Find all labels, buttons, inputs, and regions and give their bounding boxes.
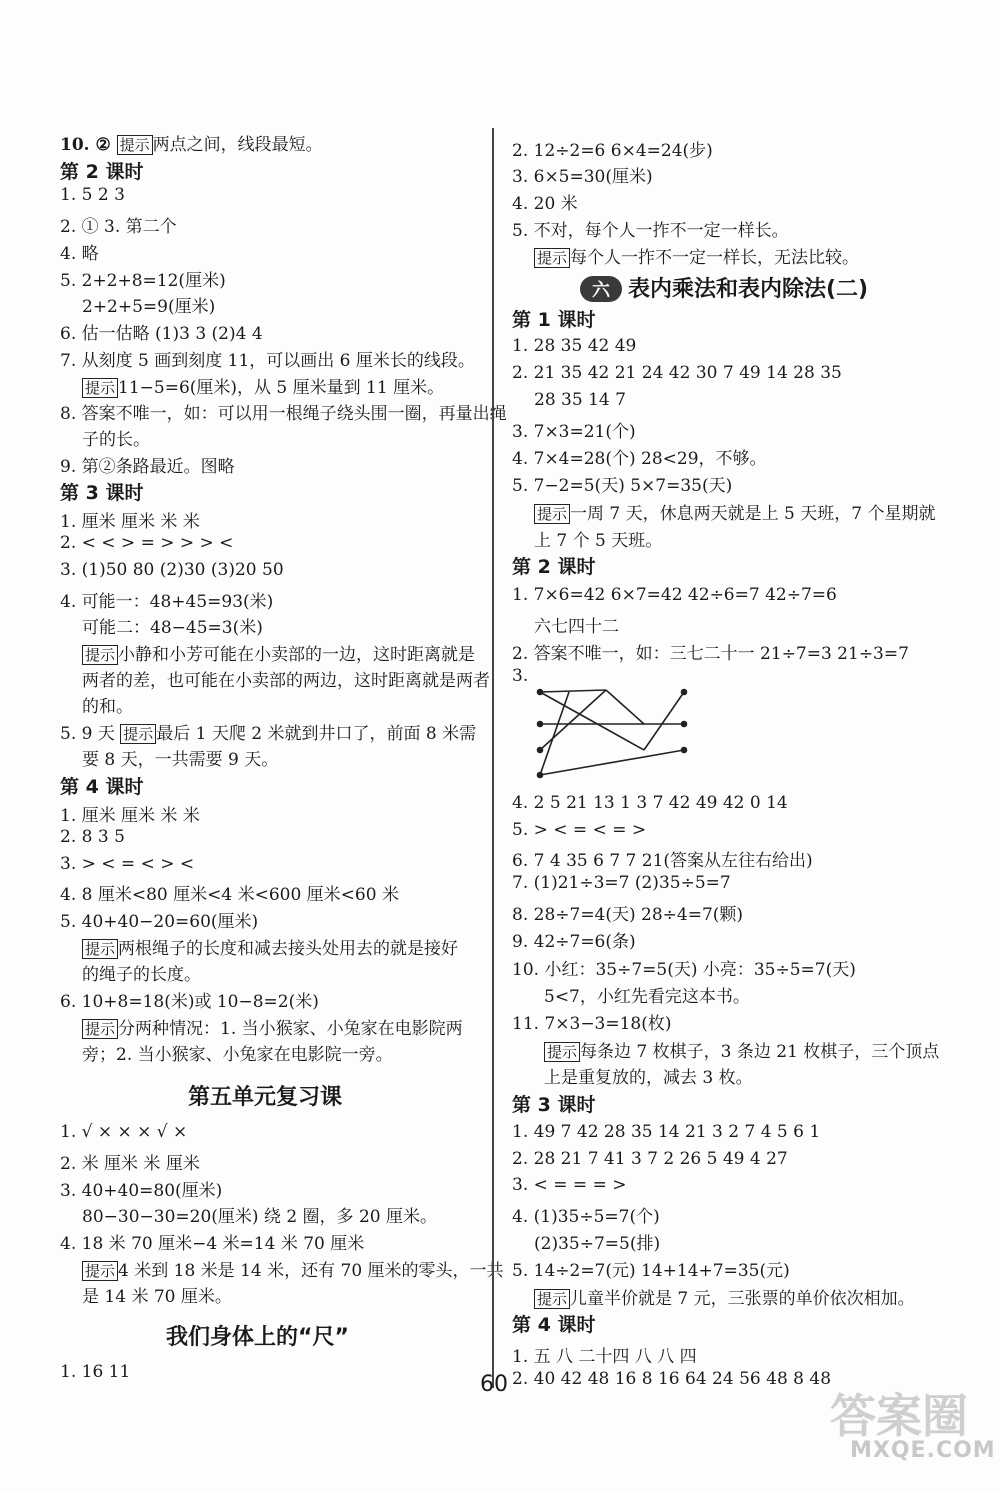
match-dot — [682, 690, 687, 695]
answer-line: 9. 第②条路最近。图略 — [60, 457, 235, 477]
section-heading: 第 1 课时 — [512, 309, 596, 331]
answer-line: 3. (1)50 80 (2)30 (3)20 50 — [60, 560, 284, 580]
hint-line: 提示 一周 7 天，休息两天就是上 5 天班，7 个星期就 — [534, 499, 935, 524]
watermark-logo: 答案圈 — [830, 1389, 968, 1443]
answer-line: 子的长。 — [82, 430, 150, 450]
answer-line: 9. 42÷7=6(条) — [512, 932, 636, 952]
review-title: 第五单元复习课 — [188, 1085, 343, 1110]
answer-line: 1. 五 八 二十四 八 八 四 — [512, 1347, 697, 1367]
hint-line: 上是重复放的，减去 3 枚。 — [544, 1068, 753, 1088]
answer-line: 2. ① 3. 第二个 — [60, 217, 177, 237]
hint-line: 提示 小静和小芳可能在小卖部的一边，这时距离就是 — [82, 640, 475, 665]
match-dot — [538, 690, 543, 695]
match-line — [540, 692, 644, 750]
answer-line: 1. 5 2 3 — [60, 185, 125, 205]
answer-line: 2. 答案不唯一，如：三七二十一 21÷7=3 21÷3=7 — [512, 644, 909, 664]
answer-line: 2. 8 3 5 — [60, 827, 125, 847]
answer-line: 80−30−30=20(厘米) 绕 2 圈，多 20 厘米。 — [82, 1207, 437, 1227]
answer-line: 六七四十二 — [534, 617, 619, 637]
hint-line: 提示 11−5=6(厘米)，从 5 厘米量到 11 厘米。 — [82, 373, 444, 398]
section-heading: 第 2 课时 — [60, 161, 144, 183]
section-heading: 第 2 课时 — [512, 556, 596, 578]
section-heading: 第 4 课时 — [60, 776, 144, 798]
answer-line: 4. 7×4=28(个) 28<29，不够。 — [512, 449, 767, 469]
match-line — [540, 690, 606, 692]
answer-line: 3. — [512, 666, 529, 686]
answer-line: 1. 49 7 42 28 35 14 21 3 2 7 4 5 6 1 — [512, 1122, 821, 1142]
answer-line: 4. 20 米 — [512, 194, 578, 214]
match-line — [540, 750, 684, 775]
section-heading: 第 3 课时 — [60, 482, 144, 504]
answer-line: 3. < = = = > — [512, 1175, 627, 1195]
answer-line: 28 35 14 7 — [534, 390, 626, 410]
section-heading: 第 3 课时 — [512, 1094, 596, 1116]
answer-line: 4. 8 厘米<80 厘米<4 米<600 厘米<60 米 — [60, 885, 399, 905]
answer-line: 4. 18 米 70 厘米−4 米=14 米 70 厘米 — [60, 1234, 365, 1254]
hint-line: 两者的差，也可能在小卖部的两边，这时距离就是两者 — [82, 671, 490, 691]
answer-line: 10. 小红：35÷7=5(天) 小亮：35÷5=7(天) — [512, 960, 856, 980]
answer-line: 5. 不对，每个人一拃不一定一样长。 — [512, 221, 789, 241]
answer-line: 1. 28 35 42 49 — [512, 336, 637, 356]
answer-line: 3. 6×5=30(厘米) — [512, 167, 653, 187]
match-dot — [538, 748, 543, 753]
answer-line: 2. 12÷2=6 6×4=24(步) — [512, 141, 713, 161]
answer-line: 2. 28 21 7 41 3 7 2 26 5 49 4 27 — [512, 1149, 788, 1169]
hint-line: 的绳子的长度。 — [82, 965, 201, 985]
answer-line: 5. 9 天 提示 最后 1 天爬 2 米就到井口了，前面 8 米需 — [60, 724, 477, 744]
hint-tag: 提示 — [534, 504, 570, 524]
hint-line: 提示 每个人一拃不一定一样长，无法比较。 — [534, 243, 859, 268]
answer-line: 4. 略 — [60, 244, 99, 264]
hint-line: 旁；2. 当小猴家、小兔家在电影院一旁。 — [82, 1045, 393, 1065]
hint-line: 是 14 米 70 厘米。 — [82, 1287, 232, 1307]
answer-line: 5<7，小红先看完这本书。 — [544, 987, 750, 1007]
answer-line: 5. 7−2=5(天) 5×7=35(天) — [512, 476, 733, 496]
answer-line: 10. ② 提示 两点之间，线段最短。 — [60, 135, 323, 155]
watermark-url: MXQE.COM — [850, 1438, 996, 1463]
hint-line: 提示 分两种情况：1. 当小猴家、小兔家在电影院两 — [82, 1014, 463, 1039]
match-line — [644, 692, 684, 750]
hint-tag: 提示 — [82, 939, 118, 959]
answer-line: 4. (1)35÷5=7(个) — [512, 1207, 660, 1227]
unit-title: 六 表内乘法和表内除法(二) — [580, 272, 868, 303]
hint-tag: 提示 — [120, 724, 156, 744]
answer-line: 1. 厘米 厘米 米 米 — [60, 512, 200, 532]
answer-line: 8. 答案不唯一，如：可以用一根绳子绕头围一圈，再量出绳 — [60, 404, 507, 424]
answer-line: 5. > < = < = > — [512, 820, 647, 840]
answer-line: 3. 40+40=80(厘米) — [60, 1181, 223, 1201]
hint-line: 提示 每条边 7 枚棋子，3 条边 21 枚棋子，三个顶点 — [544, 1037, 939, 1062]
answer-line: 7. 从刻度 5 画到刻度 11，可以画出 6 厘米长的线段。 — [60, 351, 475, 371]
answer-line: 2. 40 42 48 16 8 16 64 24 56 48 8 48 — [512, 1369, 832, 1389]
hint-tag: 提示 — [534, 248, 570, 268]
column-divider — [492, 128, 494, 1388]
match-line — [606, 690, 644, 724]
match-line — [540, 692, 569, 775]
hint-line: 的和。 — [82, 697, 133, 717]
answer-line: 3. > < = < > < — [60, 854, 195, 874]
answer-line: 6. 估一估略 (1)3 3 (2)4 4 — [60, 324, 263, 344]
answer-line: 1. 厘米 厘米 米 米 — [60, 806, 200, 826]
answer-line: 6. 7 4 35 6 7 7 21(答案从左往右给出) — [512, 851, 813, 871]
answer-line: 要 8 天，一共需要 9 天。 — [82, 750, 279, 770]
answer-line: 2. 米 厘米 米 厘米 — [60, 1154, 200, 1174]
hint-tag: 提示 — [534, 1289, 570, 1309]
answer-line: (2)35÷7=5(排) — [534, 1234, 661, 1254]
answer-line: 4. 2 5 21 13 1 3 7 42 49 42 0 14 — [512, 793, 788, 813]
answer-line: 2. 21 35 42 21 24 42 30 7 49 14 28 35 — [512, 363, 842, 383]
activity-title: 我们身体上的“尺” — [166, 1325, 349, 1350]
hint-tag: 提示 — [117, 135, 153, 155]
hint-tag: 提示 — [82, 645, 118, 665]
answer-line: 5. 14÷2=7(元) 14+14+7=35(元) — [512, 1261, 790, 1281]
match-dot — [682, 748, 687, 753]
hint-line: 提示 两根绳子的长度和减去接头处用去的就是接好 — [82, 934, 458, 959]
answer-line: 2+2+5=9(厘米) — [82, 297, 216, 317]
match-dot — [538, 773, 543, 778]
section-heading: 第 4 课时 — [512, 1314, 596, 1336]
answer-line: 8. 28÷7=4(天) 28÷4=7(颗) — [512, 905, 744, 925]
answer-line: 1. 16 11 — [60, 1362, 131, 1382]
answer-line: 5. 40+40−20=60(厘米) — [60, 912, 259, 932]
match-dot — [682, 722, 687, 727]
unit-badge: 六 — [580, 276, 622, 302]
hint-tag: 提示 — [82, 1261, 118, 1281]
hint-tag: 提示 — [82, 378, 118, 398]
answer-line: 7. (1)21÷3=7 (2)35÷5=7 — [512, 873, 731, 893]
answer-line: 5. 2+2+8=12(厘米) — [60, 271, 226, 291]
match-dot — [538, 722, 543, 727]
matching-diagram — [534, 680, 704, 780]
hint-tag: 提示 — [82, 1019, 118, 1039]
hint-tag: 提示 — [544, 1042, 580, 1062]
hint-line: 上 7 个 5 天班。 — [534, 531, 663, 551]
hint-line: 提示 4 米到 18 米是 14 米，还有 70 厘米的零头，一共 — [82, 1256, 504, 1281]
match-line — [540, 690, 606, 750]
answer-line: 3. 7×3=21(个) — [512, 422, 636, 442]
answer-line: 可能二：48−45=3(米) — [82, 618, 263, 638]
answer-line: 11. 7×3−3=18(枚) — [512, 1014, 672, 1034]
answer-line: 6. 10+8=18(米)或 10−8=2(米) — [60, 992, 319, 1012]
page-number: 60 — [480, 1372, 508, 1397]
answer-line: 2. < < > = > > > < — [60, 533, 234, 553]
answer-line: 1. √ × × × √ × — [60, 1122, 188, 1142]
answer-line: 1. 7×6=42 6×7=42 42÷6=7 42÷7=6 — [512, 585, 837, 605]
answer-line: 4. 可能一：48+45=93(米) — [60, 592, 274, 612]
hint-line: 提示 儿童半价就是 7 元，三张票的单价依次相加。 — [534, 1284, 915, 1309]
